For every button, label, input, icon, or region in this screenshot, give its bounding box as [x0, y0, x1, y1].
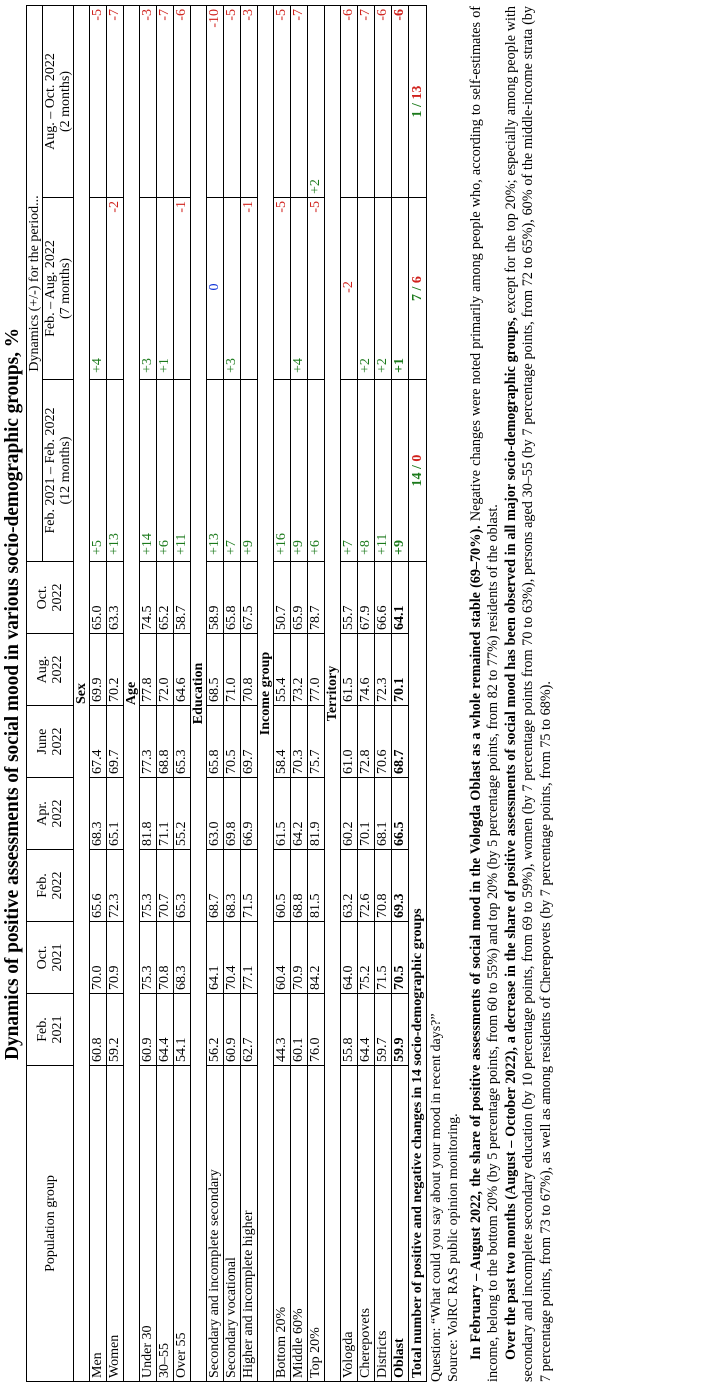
value-cell: 74.5	[140, 562, 157, 634]
value-cell: 70.8	[375, 850, 392, 922]
value-cell: 65.8	[207, 706, 224, 778]
dynamics-cell: -3	[241, 6, 258, 198]
dynamics-cell: +3	[140, 198, 157, 380]
dynamics-cell: +11	[174, 380, 191, 562]
dynamics-cell: -2	[341, 198, 358, 380]
row-label: Bottom 20%	[274, 1066, 291, 1382]
social-mood-table	[26, 5, 427, 1382]
value-cell: 61.0	[341, 706, 358, 778]
value-cell: 69.3	[392, 850, 409, 922]
dynamics-cell: +2	[358, 198, 375, 380]
dynamics-cell: -7	[291, 6, 308, 198]
row-label: Under 30	[140, 1066, 157, 1382]
row-label: Districts	[375, 1066, 392, 1382]
value-cell: 75.3	[140, 850, 157, 922]
dynamics-cell: -5	[90, 6, 107, 198]
value-cell: 77.1	[241, 922, 258, 994]
value-cell: 62.7	[241, 994, 258, 1066]
dynamics-cell: +7	[341, 380, 358, 562]
table-row	[241, 6, 258, 1382]
col-period-header	[27, 922, 74, 994]
dyn-period-header	[43, 380, 74, 562]
dyn-period-header	[43, 6, 74, 198]
value-cell: 65.8	[224, 562, 241, 634]
period-label: Oct. 2021	[35, 943, 65, 972]
table-row	[358, 6, 375, 1382]
value-cell: 70.5	[392, 922, 409, 994]
value-cell: 84.2	[308, 922, 325, 994]
paragraph-1-bold: In February – August 2022, the share of positive assessments of social mood in the Vologda Oblast as a whole remained stable (69–70%).	[468, 525, 484, 1360]
value-cell: 70.7	[157, 850, 174, 922]
dynamics-cell: +6	[157, 380, 174, 562]
value-cell: 55.2	[174, 778, 191, 850]
value-cell: 66.9	[241, 778, 258, 850]
totals-negative: 0	[410, 454, 425, 462]
value-cell: 76.0	[308, 994, 325, 1066]
table-row	[274, 6, 291, 1382]
value-cell: 75.2	[358, 922, 375, 994]
value-cell: 67.9	[358, 562, 375, 634]
value-cell: 70.0	[90, 922, 107, 994]
col-period-header	[27, 850, 74, 922]
dynamics-cell: -2	[107, 198, 124, 380]
dynamics-cell: +2	[375, 198, 392, 380]
value-cell: 70.4	[224, 922, 241, 994]
table-row	[207, 6, 224, 1382]
dynamics-cell: +1	[157, 198, 174, 380]
value-cell: 63.2	[341, 850, 358, 922]
value-cell: 68.7	[207, 850, 224, 922]
table-row	[140, 6, 157, 1382]
row-label: Higher and incomplete higher	[241, 1066, 258, 1382]
value-cell: 69.7	[107, 706, 124, 778]
value-cell: 68.3	[224, 850, 241, 922]
value-cell: 72.3	[107, 850, 124, 922]
dynamics-cell: +13	[207, 380, 224, 562]
source-note: Source: VolRC RAS public opinion monitoring.	[446, 1113, 461, 1382]
page-title: Dynamics of positive assessments of social mood in various socio-demographic groups, %	[2, 327, 23, 1061]
table-row	[291, 6, 308, 1382]
table-row	[375, 6, 392, 1382]
value-cell: 65.6	[90, 850, 107, 922]
row-label: Secondary and incomplete secondary	[207, 1066, 224, 1382]
totals-positive: 7	[410, 293, 425, 301]
value-cell: 68.3	[90, 778, 107, 850]
value-cell: 64.6	[174, 634, 191, 706]
value-cell: 78.7	[308, 562, 325, 634]
value-cell: 63.0	[207, 778, 224, 850]
value-cell: 74.6	[358, 634, 375, 706]
value-cell: 65.9	[291, 562, 308, 634]
totals-negative: 13	[410, 85, 425, 100]
dynamics-cell: -7	[107, 6, 124, 198]
value-cell: 60.5	[274, 850, 291, 922]
dynamics-cell: -6	[174, 6, 191, 198]
value-cell: 68.3	[174, 922, 191, 994]
dynamics-cell: +14	[140, 380, 157, 562]
value-cell: 64.4	[157, 994, 174, 1066]
value-cell: 60.4	[274, 922, 291, 994]
table-row	[107, 6, 124, 1382]
dynamics-cell: +16	[274, 380, 291, 562]
dynamics-cell: +9	[392, 380, 409, 562]
totals-positive: 1	[410, 110, 425, 118]
dynamics-header: Dynamics (+/-) for the period...	[27, 6, 43, 562]
dynamics-cell: -6	[392, 6, 409, 198]
dynamics-cell: -1	[174, 198, 191, 380]
row-label: 30–55	[157, 1066, 174, 1382]
value-cell: 64.2	[291, 778, 308, 850]
dynamics-cell: -5	[274, 198, 291, 380]
value-cell: 77.0	[308, 634, 325, 706]
oblast-row	[392, 6, 409, 1382]
dyn-period-header	[43, 198, 74, 380]
dyn-months: (12 months)	[58, 436, 73, 505]
dynamics-cell: -7	[157, 6, 174, 198]
period-label: Feb. 2021	[35, 1015, 65, 1044]
value-cell: 54.1	[174, 994, 191, 1066]
table-row	[308, 6, 325, 1382]
value-cell: 70.5	[224, 706, 241, 778]
value-cell: 59.7	[375, 994, 392, 1066]
value-cell: 68.8	[157, 706, 174, 778]
section-header-row	[191, 6, 207, 1382]
paragraph-2-text: except for the top 20%; especially among people with secondary and incomplete secondary education (by 10 percentage points, from 69 to 59%), women (by 7 percentage points from 70 to 63%), persons aged 30–55 (by 7 percentage points, from 72 to 65%), 60% of the middle-income strata (by 7 percentage points, from 73 to 67%), as well as among residents of Cherepovets (by 7 percentage points, from 75 to 68%).	[502, 6, 554, 1382]
section-header: Education	[191, 6, 207, 1382]
value-cell: 70.3	[291, 706, 308, 778]
value-cell: 70.8	[157, 922, 174, 994]
value-cell: 72.8	[358, 706, 375, 778]
totals-positive: 14	[410, 472, 425, 487]
col-period-header	[27, 706, 74, 778]
value-cell: 64.0	[341, 922, 358, 994]
dynamics-cell: -7	[358, 6, 375, 198]
value-cell: 70.9	[107, 922, 124, 994]
col-population-header: Population group	[27, 1066, 74, 1382]
value-cell: 65.3	[174, 706, 191, 778]
dynamics-cell: +13	[107, 380, 124, 562]
dynamics-cell: +4	[90, 198, 107, 380]
dynamics-cell: +1	[392, 198, 409, 380]
row-label: Vologda	[341, 1066, 358, 1382]
totals-separator: /	[410, 461, 425, 473]
value-cell: 60.9	[140, 994, 157, 1066]
totals-separator: /	[410, 283, 425, 294]
value-cell: 55.4	[274, 634, 291, 706]
dynamics-cell: +5	[90, 380, 107, 562]
totals-label: Total number of positive and negative changes in 14 socio-demographic groups	[409, 562, 427, 1382]
paragraph-1	[468, 6, 503, 1382]
value-cell: 81.8	[140, 778, 157, 850]
value-cell: 55.7	[341, 562, 358, 634]
dynamics-cell: +8	[358, 380, 375, 562]
value-cell: 61.5	[341, 634, 358, 706]
col-period-header	[27, 994, 74, 1066]
value-cell: 65.1	[107, 778, 124, 850]
value-cell: 60.8	[90, 994, 107, 1066]
value-cell: 70.6	[375, 706, 392, 778]
row-label: Top 20%	[308, 1066, 325, 1382]
table-row	[174, 6, 191, 1382]
value-cell: 58.4	[274, 706, 291, 778]
dynamics-cell: +6	[308, 380, 325, 562]
col-period-header	[27, 778, 74, 850]
value-cell: 68.7	[392, 706, 409, 778]
dynamics-cell: +2	[308, 6, 325, 198]
dynamics-cell: +9	[291, 380, 308, 562]
value-cell: 81.5	[308, 850, 325, 922]
value-cell: 69.9	[90, 634, 107, 706]
value-cell: 63.3	[107, 562, 124, 634]
paragraph-2-bold: Over the past two months (August – October 2022), a decrease in the share of positive assessments of social mood has been observed in all major socio-demographic groups,	[502, 317, 519, 1360]
section-header-row	[325, 6, 341, 1382]
dyn-range: Aug. – Oct. 2022	[43, 53, 58, 150]
totals-separator: /	[410, 99, 425, 111]
row-label: Middle 60%	[291, 1066, 308, 1382]
paragraph-2	[503, 6, 555, 1382]
value-cell: 75.3	[140, 922, 157, 994]
value-cell: 72.0	[157, 634, 174, 706]
dynamics-cell: +7	[224, 380, 241, 562]
value-cell: 65.3	[174, 850, 191, 922]
table-row	[341, 6, 358, 1382]
totals-row	[409, 6, 427, 1382]
value-cell: 70.9	[291, 922, 308, 994]
header-row-1	[27, 6, 43, 1382]
section-header: Sex	[74, 6, 90, 1382]
dynamics-cell: -3	[140, 6, 157, 198]
value-cell: 60.9	[224, 994, 241, 1066]
section-header: Territory	[325, 6, 341, 1382]
value-cell: 70.2	[107, 634, 124, 706]
value-cell: 69.8	[224, 778, 241, 850]
paragraph-1-text: Negative changes were noted primarily among people who, according to self-estimates of income, belong to the bottom 20% (by 5 percentage points, from 60 to 55%) and top 20% (by 5 percentage points, from 82 to 77%) residents of the oblast.	[468, 5, 502, 1382]
value-cell: 59.9	[392, 994, 409, 1066]
value-cell: 68.5	[207, 634, 224, 706]
value-cell: 75.7	[308, 706, 325, 778]
section-header: Age	[124, 6, 140, 1382]
period-label: Feb. 2022	[35, 871, 65, 900]
value-cell: 70.1	[358, 778, 375, 850]
col-period-header	[27, 634, 74, 706]
value-cell: 72.6	[358, 850, 375, 922]
dynamics-cell: -5	[274, 6, 291, 198]
value-cell: 71.1	[157, 778, 174, 850]
dynamics-cell: +4	[291, 198, 308, 380]
dyn-months: (2 months)	[58, 70, 73, 133]
dynamics-cell: -6	[375, 6, 392, 198]
value-cell: 64.1	[392, 562, 409, 634]
dyn-range: Feb. – Aug. 2022	[43, 240, 58, 337]
value-cell: 56.2	[207, 994, 224, 1066]
value-cell: 70.1	[392, 634, 409, 706]
value-cell: 71.0	[224, 634, 241, 706]
value-cell: 70.8	[241, 634, 258, 706]
dynamics-cell: -5	[308, 198, 325, 380]
dynamics-cell: -5	[224, 6, 241, 198]
value-cell: 65.0	[90, 562, 107, 634]
row-label: Cherepovets	[358, 1066, 375, 1382]
value-cell: 81.9	[308, 778, 325, 850]
value-cell: 50.7	[274, 562, 291, 634]
dynamics-cell: -1	[241, 198, 258, 380]
dynamics-cell: +11	[375, 380, 392, 562]
section-header-row	[258, 6, 274, 1382]
section-header-row	[74, 6, 90, 1382]
row-label: Oblast	[392, 1066, 409, 1382]
dynamics-cell: +9	[241, 380, 258, 562]
col-period-header	[27, 562, 74, 634]
value-cell: 72.3	[375, 634, 392, 706]
period-label: Apr. 2022	[35, 799, 65, 828]
value-cell: 59.2	[107, 994, 124, 1066]
value-cell: 68.8	[291, 850, 308, 922]
value-cell: 58.9	[207, 562, 224, 634]
value-cell: 60.1	[291, 994, 308, 1066]
totals-cell	[409, 380, 427, 562]
row-label: Secondary vocational	[224, 1066, 241, 1382]
dynamics-cell: +3	[224, 198, 241, 380]
dyn-range: Feb. 2021 – Feb. 2022	[43, 407, 58, 534]
table-row	[157, 6, 174, 1382]
value-cell: 44.3	[274, 994, 291, 1066]
value-cell: 64.4	[358, 994, 375, 1066]
dynamics-cell: -6	[341, 6, 358, 198]
row-label: Men	[90, 1066, 107, 1382]
value-cell: 66.5	[392, 778, 409, 850]
question-note: Question: “What could you say about your mood in recent days?”	[429, 1013, 444, 1382]
table-row	[224, 6, 241, 1382]
totals-negative: 6	[410, 276, 425, 284]
value-cell: 60.2	[341, 778, 358, 850]
totals-cell	[409, 6, 427, 198]
table-row	[90, 6, 107, 1382]
value-cell: 69.7	[241, 706, 258, 778]
totals-cell	[409, 198, 427, 380]
dyn-months: (7 months)	[58, 257, 73, 320]
value-cell: 58.7	[174, 562, 191, 634]
value-cell: 65.2	[157, 562, 174, 634]
value-cell: 55.8	[341, 994, 358, 1066]
value-cell: 73.2	[291, 634, 308, 706]
period-label: Oct. 2022	[35, 583, 65, 612]
row-label: Over 55	[174, 1066, 191, 1382]
value-cell: 64.1	[207, 922, 224, 994]
section-header-row	[124, 6, 140, 1382]
dynamics-cell: 0	[207, 198, 224, 380]
value-cell: 71.5	[241, 850, 258, 922]
value-cell: 68.1	[375, 778, 392, 850]
row-label: Women	[107, 1066, 124, 1382]
value-cell: 61.5	[274, 778, 291, 850]
period-label: June 2022	[35, 727, 65, 756]
value-cell: 67.4	[90, 706, 107, 778]
value-cell: 77.3	[140, 706, 157, 778]
value-cell: 77.8	[140, 634, 157, 706]
value-cell: 67.5	[241, 562, 258, 634]
period-label: Aug. 2022	[35, 655, 65, 684]
value-cell: 71.5	[375, 922, 392, 994]
value-cell: 66.6	[375, 562, 392, 634]
dynamics-cell: -10	[207, 6, 224, 198]
section-header: Income group	[258, 6, 274, 1382]
